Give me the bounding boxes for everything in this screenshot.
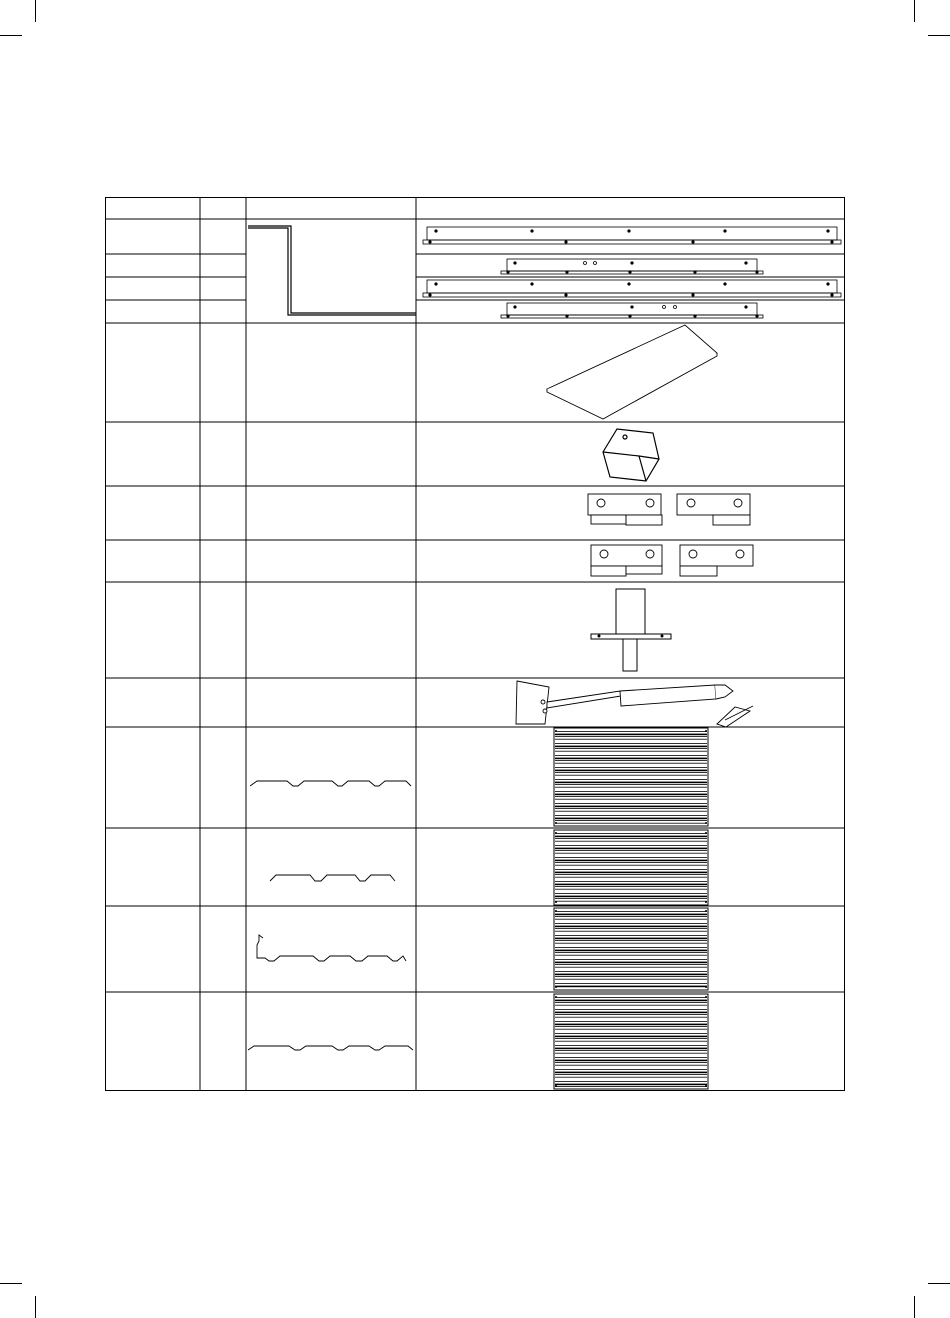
sheet-rib bbox=[555, 1057, 707, 1058]
sheet-rib bbox=[555, 979, 707, 980]
crop-mark bbox=[35, 0, 36, 22]
sheet-rib bbox=[555, 986, 707, 988]
sheet-rib bbox=[555, 874, 707, 875]
sheet-rib bbox=[555, 772, 707, 773]
sheet-rib bbox=[555, 943, 707, 944]
crop-mark bbox=[928, 35, 950, 36]
sheet-rib bbox=[555, 1086, 707, 1087]
sheet-rib bbox=[555, 791, 707, 792]
sheet-hole bbox=[555, 986, 557, 988]
sheet-rib bbox=[555, 845, 707, 846]
sheet-hole bbox=[705, 996, 707, 998]
sheet-rib bbox=[555, 950, 707, 952]
sheet-rib bbox=[555, 1050, 707, 1051]
hinge-bracket-pair-b bbox=[591, 545, 753, 576]
hinge-bracket-pair-a bbox=[588, 494, 750, 525]
table-border bbox=[106, 198, 845, 1091]
sheet-rib bbox=[555, 736, 707, 737]
sheet-rib bbox=[555, 926, 707, 928]
sheet-rib bbox=[555, 794, 707, 796]
crop-mark bbox=[0, 1283, 22, 1284]
sheet-rib bbox=[555, 1017, 707, 1018]
sheet-rib bbox=[555, 806, 707, 808]
sheet-rib bbox=[555, 884, 707, 886]
sheet-rib bbox=[555, 1014, 707, 1015]
sheet-rib bbox=[555, 770, 707, 772]
corrugated-sheet-2 bbox=[554, 830, 708, 905]
sheet-rib bbox=[555, 1072, 707, 1074]
sheet-rib bbox=[555, 971, 707, 972]
sheet-hole bbox=[555, 730, 557, 732]
sheet-hole bbox=[705, 832, 707, 834]
sheet-rib bbox=[555, 784, 707, 785]
sheet-rib bbox=[555, 964, 707, 965]
corrugated-sheet-1 bbox=[554, 728, 708, 826]
sheet-rib bbox=[555, 848, 707, 850]
sheet-rib bbox=[555, 881, 707, 882]
sheet-rib bbox=[555, 952, 707, 953]
sheet-rib bbox=[555, 758, 707, 760]
sheet-rib bbox=[555, 911, 707, 912]
sheet-rib bbox=[555, 1000, 707, 1002]
sheet-rib bbox=[555, 818, 707, 820]
corrugated-sheet-4 bbox=[554, 994, 708, 1089]
sheet-rib bbox=[555, 959, 707, 960]
sheet-rib bbox=[555, 1069, 707, 1070]
sheet-rib bbox=[555, 1045, 707, 1046]
sheet-rib bbox=[555, 850, 707, 851]
corrugated-profile-2 bbox=[270, 875, 395, 881]
sheet-hole bbox=[555, 822, 557, 824]
sheet-rib bbox=[555, 997, 707, 998]
sheet-rib bbox=[555, 1041, 707, 1042]
sheet-rib bbox=[555, 853, 707, 854]
sheet-rib bbox=[555, 962, 707, 964]
sheet-rib bbox=[555, 928, 707, 929]
sheet-rib bbox=[555, 865, 707, 866]
sheet-rib bbox=[555, 799, 707, 800]
sheet-rib bbox=[555, 940, 707, 941]
sheet-hole bbox=[555, 832, 557, 834]
sheet-rib bbox=[555, 811, 707, 812]
sheet-rib bbox=[555, 767, 707, 768]
sheet-rib bbox=[555, 916, 707, 917]
sheet-rib bbox=[555, 860, 707, 862]
crop-mark bbox=[0, 35, 22, 36]
sheet-hole bbox=[705, 822, 707, 824]
sheet-rib bbox=[555, 1038, 707, 1039]
sheet-rib bbox=[555, 1009, 707, 1010]
sheet-hole bbox=[555, 901, 557, 903]
sheet-rib bbox=[555, 823, 707, 824]
crop-mark bbox=[928, 1283, 950, 1284]
sheet-rib bbox=[555, 755, 707, 756]
sheet-rib bbox=[555, 1036, 707, 1038]
sheet-rib bbox=[555, 1060, 707, 1062]
long-angle-rail-1 bbox=[423, 227, 841, 244]
sheet-rib bbox=[555, 1081, 707, 1082]
sheet-rib bbox=[555, 779, 707, 780]
sheet-rib bbox=[555, 869, 707, 870]
corrugated-profile-3 bbox=[257, 935, 406, 961]
sheet-hole bbox=[555, 910, 557, 912]
sheet-rib bbox=[555, 983, 707, 984]
sheet-rib bbox=[555, 931, 707, 932]
crop-mark bbox=[35, 1296, 36, 1318]
sheet-rib bbox=[555, 748, 707, 749]
corrugated-profile-1 bbox=[250, 781, 411, 786]
sheet-rib bbox=[555, 820, 707, 821]
sheet-rib bbox=[555, 1005, 707, 1006]
sheet-rib bbox=[555, 1074, 707, 1075]
sheet-rib bbox=[555, 815, 707, 816]
sheet-rib bbox=[555, 898, 707, 899]
angle-profile-drawing bbox=[248, 226, 416, 315]
sheet-hole bbox=[705, 986, 707, 988]
anchor-post bbox=[591, 589, 671, 671]
sheet-rib bbox=[555, 763, 707, 764]
sheet-rib bbox=[555, 803, 707, 804]
parts-table bbox=[105, 197, 845, 1091]
sheet-rib bbox=[555, 833, 707, 834]
sheet-rib bbox=[555, 1065, 707, 1066]
sheet-rib bbox=[555, 1002, 707, 1003]
sheet-rib bbox=[555, 734, 707, 736]
sheet-rib bbox=[555, 1033, 707, 1034]
sheet-rib bbox=[555, 955, 707, 956]
sheet-rib bbox=[555, 877, 707, 878]
sheet-rib bbox=[555, 1062, 707, 1063]
sheet-rib bbox=[555, 976, 707, 977]
sheet-rib bbox=[555, 836, 707, 838]
sheet-rib bbox=[555, 919, 707, 920]
short-angle-rail-2 bbox=[501, 303, 763, 318]
sheet-rib bbox=[555, 739, 707, 740]
sheet-rib bbox=[555, 886, 707, 887]
sheet-hole bbox=[705, 910, 707, 912]
sheet-rib bbox=[555, 1024, 707, 1026]
sheet-rib bbox=[555, 889, 707, 890]
corrugated-sheet-3 bbox=[554, 908, 708, 990]
sheet-rib bbox=[555, 872, 707, 874]
square-cap bbox=[603, 429, 659, 481]
sheet-rib bbox=[555, 935, 707, 936]
sheet-rib bbox=[555, 967, 707, 968]
sheet-rib bbox=[555, 893, 707, 894]
sheet-rib bbox=[555, 1077, 707, 1078]
crop-mark bbox=[914, 1296, 915, 1318]
sheet-rib bbox=[555, 1084, 707, 1086]
sheet-rib bbox=[555, 746, 707, 748]
sheet-hole bbox=[555, 996, 557, 998]
sheet-rib bbox=[555, 775, 707, 776]
long-angle-rail-2 bbox=[423, 280, 841, 297]
sheet-rib bbox=[555, 938, 707, 940]
sheet-rib bbox=[555, 751, 707, 752]
sheet-rib bbox=[555, 896, 707, 898]
sheet-rib bbox=[555, 1012, 707, 1014]
sheet-rib bbox=[555, 787, 707, 788]
flat-panel bbox=[547, 325, 717, 419]
sheet-rib bbox=[555, 808, 707, 809]
sheet-rib bbox=[555, 782, 707, 784]
sheet-rib bbox=[555, 947, 707, 948]
sheet-rib bbox=[555, 914, 707, 916]
sheet-rib bbox=[555, 841, 707, 842]
short-angle-rail-1 bbox=[501, 259, 763, 274]
sheet-rib bbox=[555, 796, 707, 797]
sheet-rib bbox=[555, 862, 707, 863]
sheet-rib bbox=[555, 974, 707, 976]
sheet-hole bbox=[705, 1085, 707, 1087]
sheet-rib bbox=[555, 1048, 707, 1050]
crop-mark bbox=[914, 0, 915, 22]
sheet-rib bbox=[555, 923, 707, 924]
sheet-rib bbox=[555, 1026, 707, 1027]
sheet-rib bbox=[555, 1021, 707, 1022]
corrugated-profile-4 bbox=[248, 1046, 413, 1050]
sheet-hole bbox=[705, 901, 707, 903]
sheet-rib bbox=[555, 731, 707, 732]
sheet-rib bbox=[555, 1053, 707, 1054]
sheet-rib bbox=[555, 760, 707, 761]
gas-strut bbox=[516, 681, 753, 727]
sheet-rib bbox=[555, 743, 707, 744]
sheet-rib bbox=[555, 1029, 707, 1030]
sheet-rib bbox=[555, 838, 707, 839]
sheet-hole bbox=[705, 730, 707, 732]
sheet-rib bbox=[555, 901, 707, 902]
sheet-rib bbox=[555, 857, 707, 858]
sheet-hole bbox=[555, 1085, 557, 1087]
